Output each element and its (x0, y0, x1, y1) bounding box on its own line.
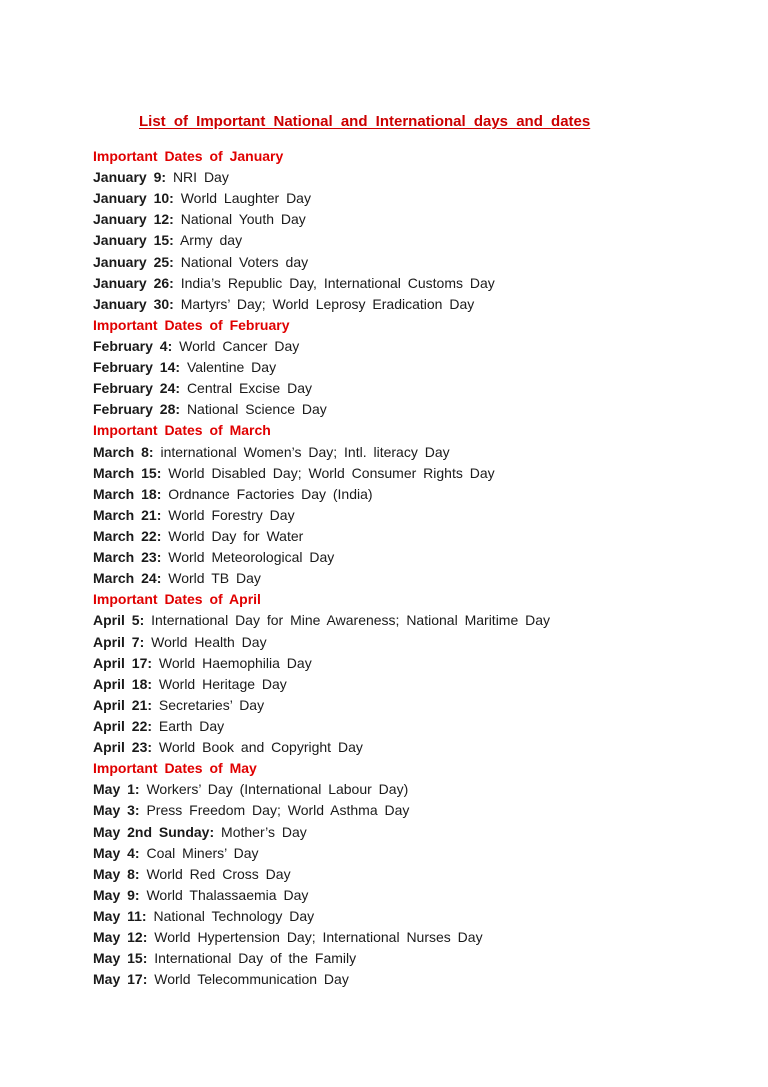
entry-event: World Meteorological Day (168, 549, 335, 566)
entry-event: World Cancer Day (179, 337, 300, 354)
entry-event: Workers’ Day (International Labour Day) (146, 781, 409, 798)
entry-date: March 24: (93, 570, 162, 587)
date-entry (93, 463, 753, 484)
date-entry (93, 505, 753, 526)
entry-date: May 1: (93, 781, 140, 798)
entry-date: May 9: (93, 886, 140, 903)
dates-list (93, 146, 753, 990)
date-entry (93, 822, 753, 843)
entry-date: March 15: (93, 464, 162, 481)
date-entry (93, 885, 753, 906)
entry-event: Press Freedom Day; World Asthma Day (146, 802, 410, 819)
entry-date: May 2nd Sunday: (93, 823, 215, 840)
date-entry (93, 779, 753, 800)
date-entry (93, 294, 753, 315)
entry-event: World Day for Water (168, 527, 304, 544)
entry-date: March 21: (93, 506, 162, 523)
entry-date: May 12: (93, 929, 148, 946)
date-entry (93, 674, 753, 695)
entry-date: February 14: (93, 359, 181, 376)
entry-event: World Heritage Day (158, 675, 287, 692)
page-title: List of Important National and International days and dates (139, 113, 591, 130)
date-entry (93, 336, 753, 357)
date-entry (93, 378, 753, 399)
entry-event: Coal Miners’ Day (146, 844, 259, 861)
entry-event: World Book and Copyright Day (158, 739, 363, 756)
entry-event: World Forestry Day (168, 506, 295, 523)
month-heading: Important Dates of February (93, 316, 290, 333)
date-entry (93, 737, 753, 758)
date-entry (93, 484, 753, 505)
entry-date: April 5: (93, 612, 145, 629)
entry-event: Secretaries’ Day (158, 696, 265, 713)
date-entry (93, 526, 753, 547)
entry-date: April 17: (93, 654, 153, 671)
entry-event: Earth Day (158, 717, 225, 734)
entry-date: March 8: (93, 443, 154, 460)
entry-event: World Health Day (151, 633, 267, 650)
date-entry (93, 716, 753, 737)
entry-date: April 23: (93, 739, 153, 756)
entry-event: Martyrs’ Day; World Leprosy Eradication Day (180, 295, 475, 312)
entry-event: World Telecommunication Day (154, 971, 349, 988)
date-entry (93, 632, 753, 653)
date-entry (93, 927, 753, 948)
month-heading: Important Dates of March (93, 422, 271, 439)
entry-event: India’s Republic Day, International Customs Day (180, 274, 495, 291)
entry-event: Mother’s Day (221, 823, 307, 840)
date-entry (93, 906, 753, 927)
date-entry (93, 610, 753, 631)
date-entry (93, 167, 753, 188)
entry-date: January 15: (93, 232, 174, 249)
date-entry (93, 864, 753, 885)
date-entry (93, 188, 753, 209)
date-entry (93, 800, 753, 821)
date-entry (93, 653, 753, 674)
entry-event: World Laughter Day (180, 190, 311, 207)
entry-date: March 18: (93, 485, 162, 502)
entry-date: February 28: (93, 401, 181, 418)
entry-date: May 11: (93, 907, 147, 924)
month-heading: Important Dates of January (93, 148, 284, 164)
entry-event: National Science Day (186, 401, 327, 418)
entry-event: International Day of the Family (154, 950, 357, 967)
entry-date: January 10: (93, 190, 174, 207)
date-entry (93, 843, 753, 864)
entry-date: May 3: (93, 802, 140, 819)
entry-date: April 21: (93, 696, 153, 713)
entry-date: February 24: (93, 380, 181, 397)
entry-event: World Disabled Day; World Consumer Rights Day (168, 464, 495, 481)
entry-event: National Technology Day (153, 907, 315, 924)
entry-event: World TB Day (168, 570, 261, 587)
date-entry (93, 209, 753, 230)
date-entry (93, 969, 753, 990)
date-entry (93, 399, 753, 420)
entry-event: World Haemophilia Day (158, 654, 312, 671)
month-heading: Important Dates of April (93, 591, 261, 608)
entry-date: April 7: (93, 633, 145, 650)
date-entry (93, 695, 753, 716)
entry-date: February 4: (93, 337, 173, 354)
entry-date: May 17: (93, 971, 148, 988)
entry-event: Valentine Day (186, 359, 277, 376)
entry-date: May 15: (93, 950, 148, 967)
date-entry (93, 948, 753, 969)
entry-date: March 22: (93, 527, 162, 544)
entry-date: January 26: (93, 274, 174, 291)
entry-event: National Youth Day (180, 211, 306, 228)
entry-date: April 22: (93, 717, 153, 734)
entry-event: National Voters day (180, 253, 309, 270)
entry-date: January 9: (93, 169, 167, 186)
date-entry (93, 568, 753, 589)
entry-event: NRI Day (172, 169, 229, 186)
entry-date: January 25: (93, 253, 174, 270)
entry-event: International Day for Mine Awareness; National Maritime Day (151, 612, 551, 629)
entry-event: international Women’s Day; Intl. literacy Day (160, 443, 450, 460)
entry-event: World Red Cross Day (146, 865, 291, 882)
entry-date: March 23: (93, 549, 162, 566)
date-entry (93, 230, 753, 251)
date-entry (93, 442, 753, 463)
entry-date: May 8: (93, 865, 140, 882)
entry-date: January 30: (93, 295, 174, 312)
entry-event: Central Excise Day (186, 380, 312, 397)
entry-event: World Hypertension Day; International Nurses Day (154, 929, 483, 946)
entry-event: Ordnance Factories Day (India) (168, 485, 373, 502)
month-heading: Important Dates of May (93, 760, 257, 777)
date-entry (93, 357, 753, 378)
entry-event: World Thalassaemia Day (146, 886, 309, 903)
date-entry (93, 273, 753, 294)
entry-date: April 18: (93, 675, 153, 692)
date-entry (93, 252, 753, 273)
entry-date: January 12: (93, 211, 174, 228)
entry-event: Army day (179, 232, 243, 249)
date-entry (93, 547, 753, 568)
entry-date: May 4: (93, 844, 140, 861)
